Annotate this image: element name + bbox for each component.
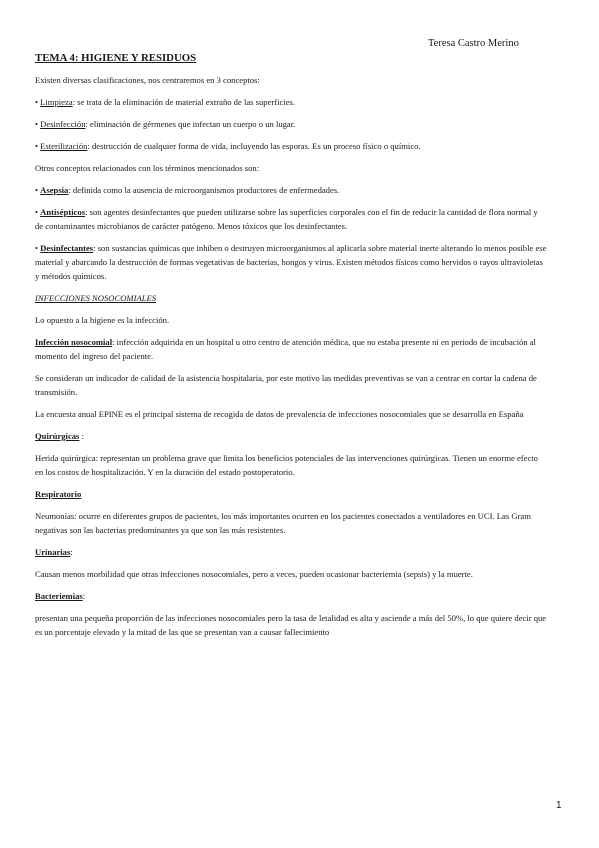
concept-term: Esterilización: [40, 141, 88, 151]
subsection-heading-bacteriemias: [35, 589, 547, 603]
subsection-heading-quirurgicas: [35, 429, 547, 443]
related-term: Asepsia: [40, 185, 69, 195]
related-item-asepsia: [35, 183, 547, 197]
subsection-text-bacteriemias: presentan una pequeña proporción de las infecciones nosocomiales pero la tasa de letalidad es alta y asciende a más del 50%, lo que quiere decir que es un porcentaje elevado y la mitad de las que se presentan van a causar fallecimiento: [35, 613, 547, 637]
concept-item-esterilizacion: [35, 139, 547, 153]
definition-paragraph: [35, 335, 547, 363]
definition-term: Infección nosocomial: [35, 337, 113, 347]
subsection-suffix: :: [82, 591, 86, 601]
bullet: •: [35, 97, 39, 107]
concept-term: Limpieza: [40, 97, 73, 107]
document-title: TEMA 4: HIGIENE Y RESIDUOS: [35, 52, 197, 64]
related-text: : son sustancias químicas que inhiben o destruyen microorganismos al aplicarla sobre material inerte alterando lo menos posible ese material y abarcando la destrucción de formas vegetativas de bacterias, hongos y virus. Existen métodos físicos como hervidos o rayos ultravioletas y métodos químicos.: [35, 243, 547, 281]
related-term: Antisépticos: [40, 207, 86, 217]
concept-text: : se trata de la eliminación de material extraño de las superficies.: [72, 97, 296, 107]
subsection-heading: Urinarias: [35, 547, 71, 557]
author-name: Teresa Castro Merino: [428, 38, 519, 49]
bullet: •: [35, 243, 39, 253]
concept-item-limpieza: [35, 95, 547, 109]
epine-paragraph: La encuesta anual EPINE es el principal sistema de recogida de datos de prevalencia de infecciones nosocomiales que se desarrolla en España: [35, 409, 524, 419]
page-number: 1: [556, 800, 562, 811]
definition-text: : infección adquirida en un hospital u otro centro de atención médica, que no estaba presente ni en periodo de incubación al momento del ingreso del paciente.: [35, 337, 536, 361]
related-item-antisepticos: [35, 205, 547, 233]
subsection-text-urinarias: Causan menos morbilidad que otras infecciones nosocomiales, pero a veces, pueden ocasionar bacteriemia (sepsis) y la muerte.: [35, 569, 473, 579]
section-heading-infecciones: INFECCIONES NOSOCOMIALES: [35, 293, 157, 303]
subsection-suffix: :: [79, 431, 84, 441]
subsection-heading-respiratorio: [35, 487, 547, 501]
intro-paragraph: Existen diversas clasificaciones, nos centraremos en 3 conceptos:: [35, 75, 260, 85]
subsection-text-respiratorio: Neumonías: ocurre en diferentes grupos de pacientes, los más importantes ocurren en los pacientes conectados a ventiladores en UCI. Las Gram negativas son las bacterias predominantes ya que son las más resistentes.: [35, 511, 531, 535]
indicator-paragraph: Se consideran un indicador de calidad de la asistencia hospitalaria, por este motivo las medidas preventivas se van a centrar en cortar la cadena de transmisión.: [35, 373, 537, 397]
subsection-heading: Respiratorio: [35, 489, 82, 499]
related-intro-paragraph: Otros conceptos relacionados con los términos mencionados son:: [35, 163, 260, 173]
subsection-heading-urinarias: [35, 545, 547, 559]
document-body: [35, 51, 547, 647]
bullet: •: [35, 207, 39, 217]
subsection-text-quirurgicas: Herida quirúrgica: representan un problema grave que limita los beneficios potenciales de las intervenciones quirúrgicas. Tienen un enorme efecto en los costos de hospitalización. Y en la duración del estado postoperatorio.: [35, 453, 538, 477]
bullet: •: [35, 119, 39, 129]
concept-text: : destrucción de cualquier forma de vida, incluyendo las esporas. Es un proceso físico o químico.: [87, 141, 421, 151]
related-text: : son agentes desinfectantes que pueden utilizarse sobre las superficies corporales con el fin de reducir la cantidad de flora normal y de contaminantes microbianos de carácter patógeno. Menos tóxicos que los desinfectantes.: [35, 207, 538, 231]
bullet: •: [35, 141, 39, 151]
related-term: Desinfectantes: [40, 243, 94, 253]
concept-text: : eliminación de gérmenes que infectan un cuerpo o un lugar.: [85, 119, 296, 129]
opposite-paragraph: Lo opuesto a la higiene es la infección.: [35, 315, 170, 325]
subsection-suffix: :: [70, 547, 73, 557]
subsection-heading: Quirúrgicas: [35, 431, 80, 441]
related-item-desinfectantes: [35, 241, 547, 283]
subsection-heading: Bacteriemias: [35, 591, 83, 601]
concept-term: Desinfección: [40, 119, 86, 129]
concept-item-desinfeccion: [35, 117, 547, 131]
related-text: : definida como la ausencia de microorganismos productores de enfermedades.: [68, 185, 340, 195]
bullet: •: [35, 185, 39, 195]
